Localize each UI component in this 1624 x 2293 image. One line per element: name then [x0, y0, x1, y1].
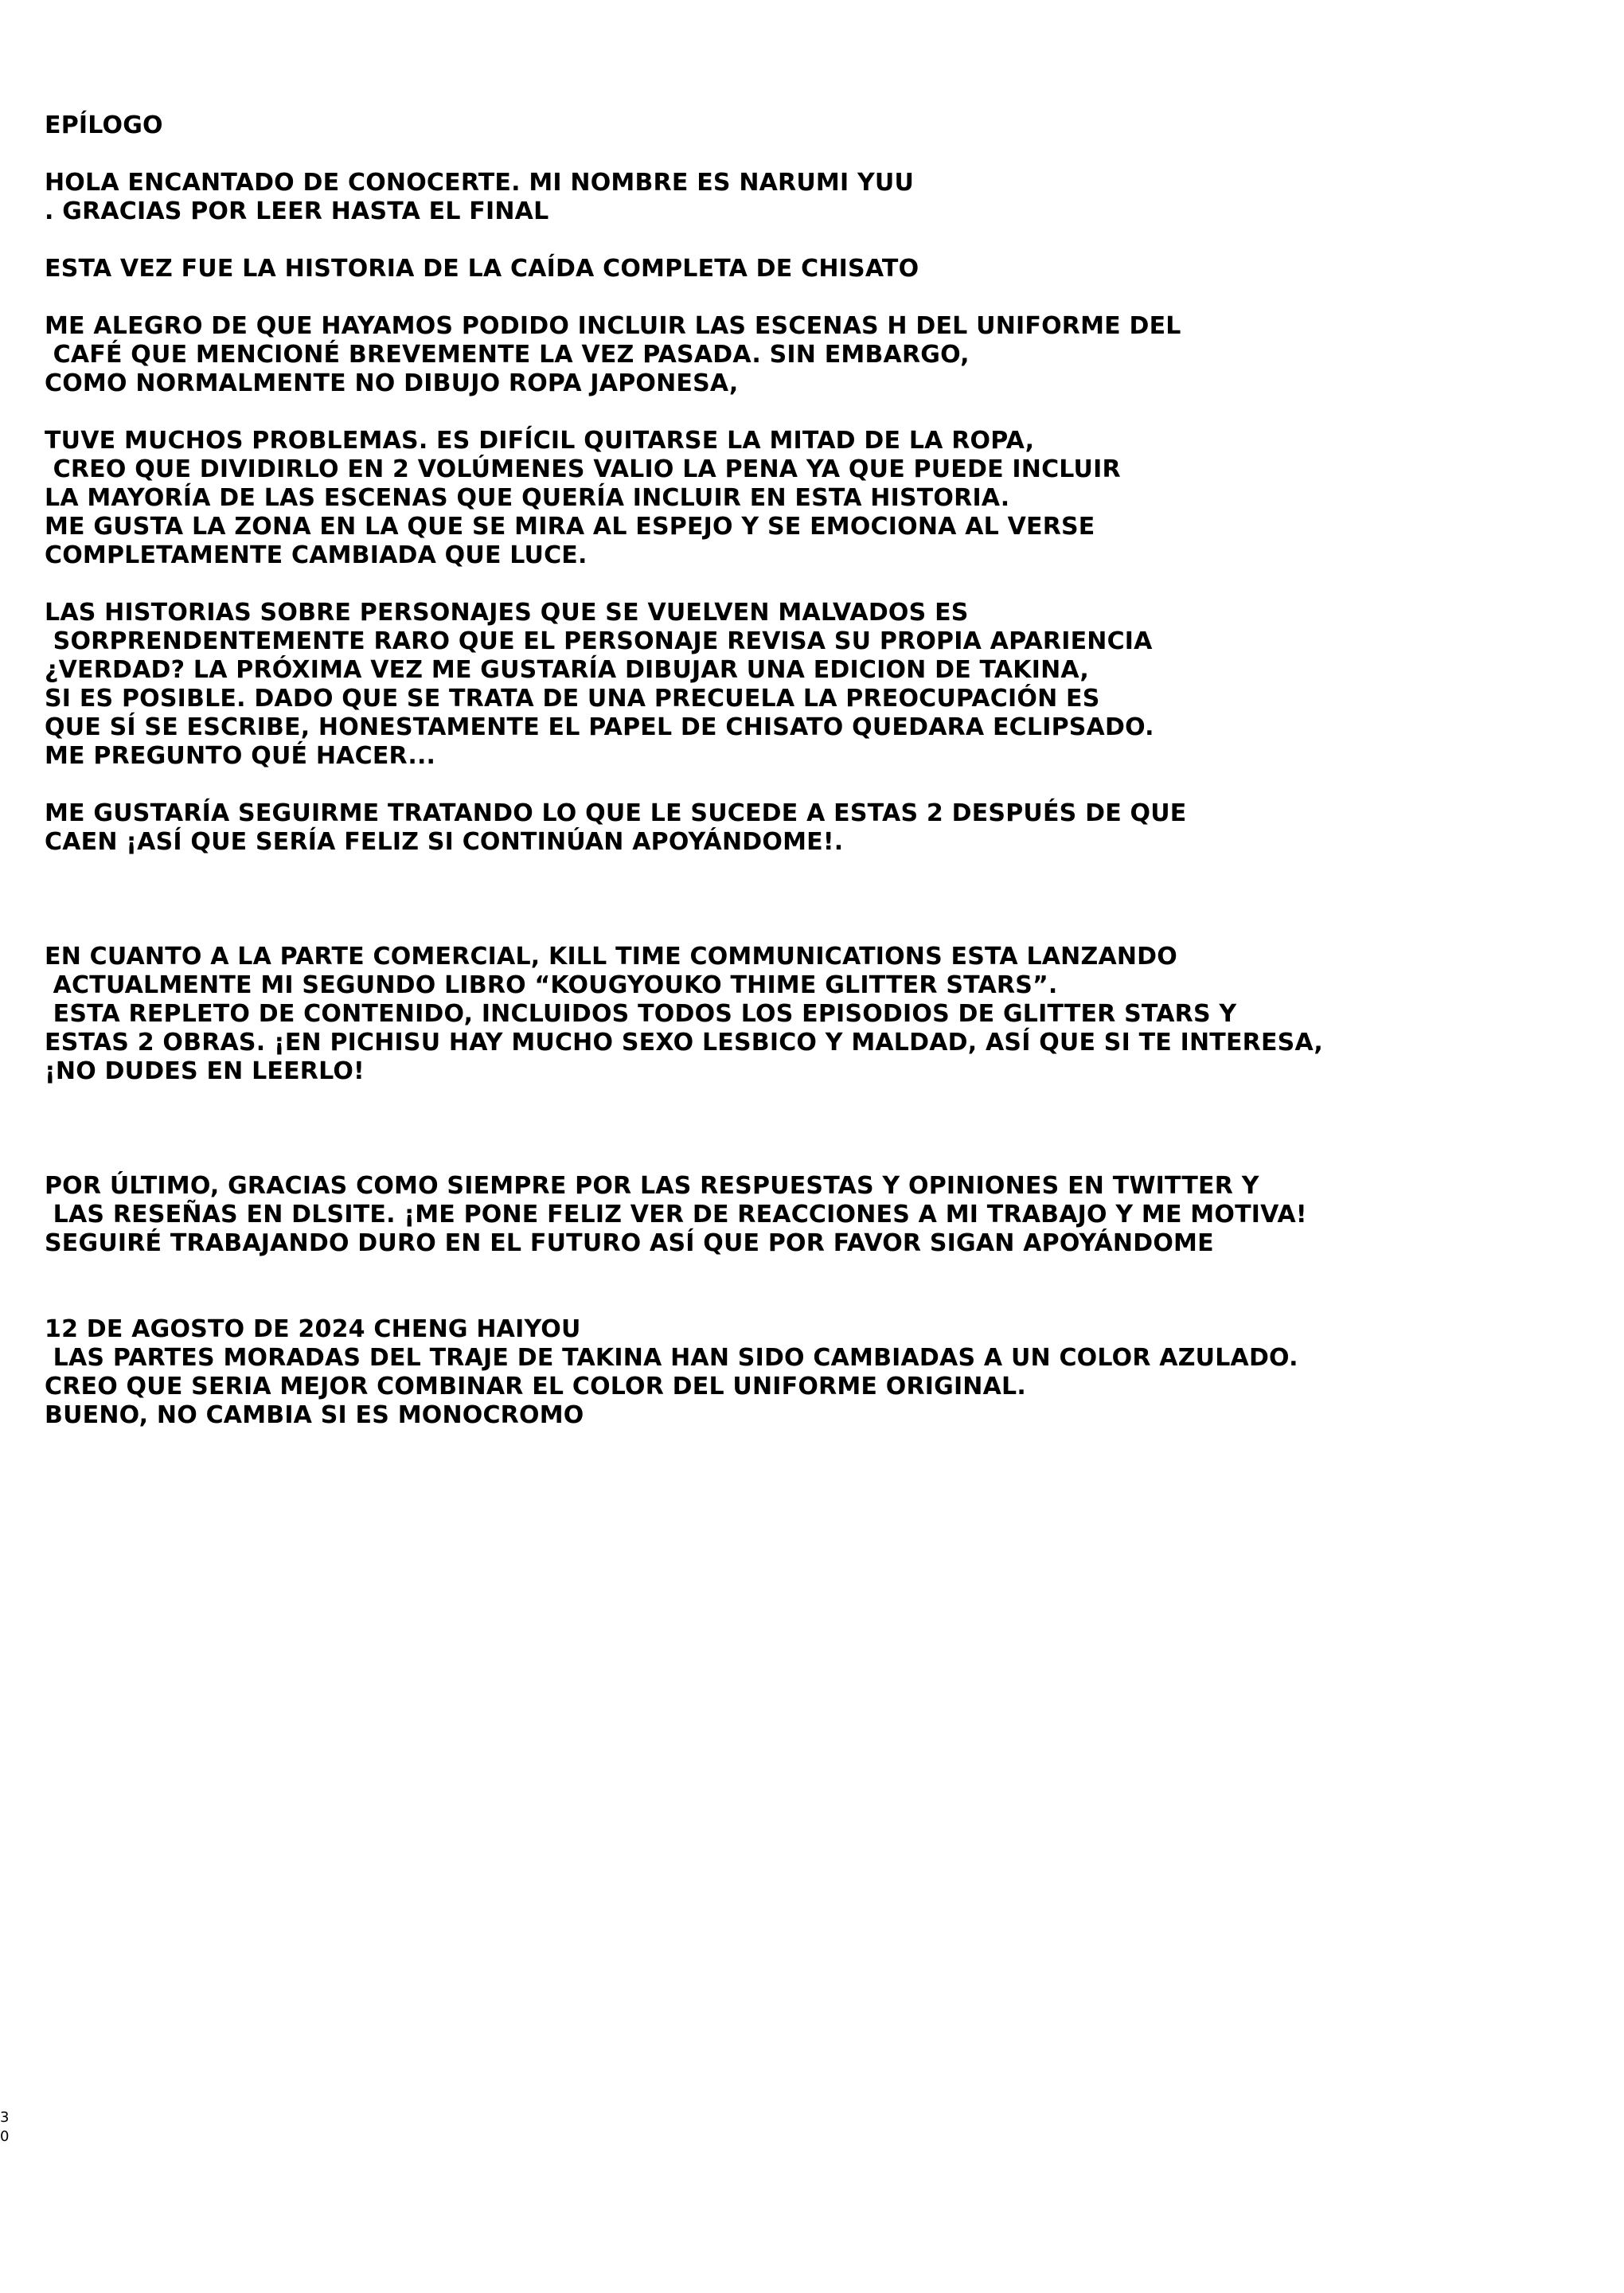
text-line: ¡NO DUDES EN LEERLO! — [45, 1057, 365, 1085]
text-line: POR ÚLTIMO, GRACIAS COMO SIEMPRE POR LAS RESPUESTAS Y OPINIONES EN TWITTER Y — [45, 1172, 1259, 1200]
text-line: LAS RESEÑAS EN DLSITE. ¡ME PONE FELIZ VER DE REACCIONES A MI TRABAJO Y ME MOTIVA! — [45, 1201, 1307, 1229]
line-blank — [45, 1143, 1573, 1172]
text-line: ME GUSTARÍA SEGUIRME TRATANDO LO QUE LE SUCEDE A ESTAS 2 DESPUÉS DE QUE — [45, 799, 1187, 827]
page-number — [0, 2108, 11, 2147]
line-blank — [45, 914, 1573, 943]
text-line: CREO QUE DIVIDIRLO EN 2 VOLÚMENES VALIO LA PENA YA QUE PUEDE INCLUIR — [45, 455, 1121, 483]
line-blank — [45, 398, 1573, 427]
text-line: COMPLETAMENTE CAMBIADA QUE LUCE. — [45, 541, 588, 569]
text-line: QUE SÍ SE ESCRIBE, HONESTAMENTE EL PAPEL DE CHISATO QUEDARA ECLIPSADO. — [45, 713, 1154, 741]
text-line: ME ALEGRO DE QUE HAYAMOS PODIDO INCLUIR LAS ESCENAS H DEL UNIFORME DEL — [45, 312, 1181, 340]
text-line: . GRACIAS POR LEER HASTA EL FINAL — [45, 197, 549, 225]
line-heading: EPÍLOGO — [45, 111, 163, 139]
epilogue-text — [45, 111, 1573, 1430]
text-line: EN CUANTO A LA PARTE COMERCIAL, KILL TIME COMMUNICATIONS ESTA LANZANDO — [45, 943, 1177, 971]
text-line: ¿VERDAD? LA PRÓXIMA VEZ ME GUSTARÍA DIBUJAR UNA EDICION DE TAKINA, — [45, 656, 1089, 684]
line-blank — [45, 226, 1573, 255]
line-blank — [45, 885, 1573, 914]
text-line: LAS PARTES MORADAS DEL TRAJE DE TAKINA HAN SIDO CAMBIADAS A UN COLOR AZULADO. — [45, 1344, 1298, 1372]
text-line: ACTUALMENTE MI SEGUNDO LIBRO “KOUGYOUKO THIME GLITTER STARS”. — [45, 971, 1058, 999]
text-line: LAS HISTORIAS SOBRE PERSONAJES QUE SE VUELVEN MALVADOS ES — [45, 599, 969, 627]
line-blank — [45, 1115, 1573, 1143]
text-line: ESTA REPLETO DE CONTENIDO, INCLUIDOS TODOS LOS EPISODIOS DE GLITTER STARS Y — [45, 1000, 1237, 1028]
page-number-digit: 0 — [0, 2128, 10, 2145]
text-line: LA MAYORÍA DE LAS ESCENAS QUE QUERÍA INCLUIR EN ESTA HISTORIA. — [45, 484, 1010, 512]
line-blank — [45, 1287, 1573, 1315]
text-line: ME PREGUNTO QUÉ HACER... — [45, 742, 436, 770]
text-line: ESTAS 2 OBRAS. ¡EN PICHISU HAY MUCHO SEXO LESBICO Y MALDAD, ASÍ QUE SI TE INTERESA, — [45, 1029, 1324, 1057]
text-line: SORPRENDENTEMENTE RARO QUE EL PERSONAJE REVISA SU PROPIA APARIENCIA — [45, 627, 1153, 655]
text-line: 12 DE AGOSTO DE 2024 CHENG HAIYOU — [45, 1315, 581, 1343]
text-line: ME GUSTA LA ZONA EN LA QUE SE MIRA AL ESPEJO Y SE EMOCIONA AL VERSE — [45, 513, 1095, 541]
text-line: TUVE MUCHOS PROBLEMAS. ES DIFÍCIL QUITARSE LA MITAD DE LA ROPA, — [45, 427, 1035, 455]
text-line: BUENO, NO CAMBIA SI ES MONOCROMO — [45, 1401, 584, 1429]
text-line: CREO QUE SERIA MEJOR COMBINAR EL COLOR DEL UNIFORME ORIGINAL. — [45, 1373, 1026, 1400]
text-line: SEGUIRÉ TRABAJANDO DURO EN EL FUTURO ASÍ QUE POR FAVOR SIGAN APOYÁNDOME — [45, 1229, 1214, 1257]
line-blank — [45, 283, 1573, 312]
text-line: COMO NORMALMENTE NO DIBUJO ROPA JAPONESA, — [45, 369, 739, 397]
text-line: CAFÉ QUE MENCIONÉ BREVEMENTE LA VEZ PASADA. SIN EMBARGO, — [45, 341, 970, 369]
line-blank — [45, 570, 1573, 599]
line-blank — [45, 771, 1573, 799]
text-line: HOLA ENCANTADO DE CONOCERTE. MI NOMBRE ES NARUMI YUU — [45, 169, 915, 197]
line-blank — [45, 1258, 1573, 1287]
line-blank — [45, 1086, 1573, 1115]
line-blank — [45, 857, 1573, 885]
line-blank — [45, 140, 1573, 169]
text-line: CAEN ¡ASÍ QUE SERÍA FELIZ SI CONTINÚAN APOYÁNDOME!. — [45, 828, 844, 856]
text-line: SI ES POSIBLE. DADO QUE SE TRATA DE UNA PRECUELA LA PREOCUPACIÓN ES — [45, 685, 1100, 713]
text-line: ESTA VEZ FUE LA HISTORIA DE LA CAÍDA COMPLETA DE CHISATO — [45, 255, 919, 283]
page-number-digit: 3 — [0, 2109, 10, 2126]
